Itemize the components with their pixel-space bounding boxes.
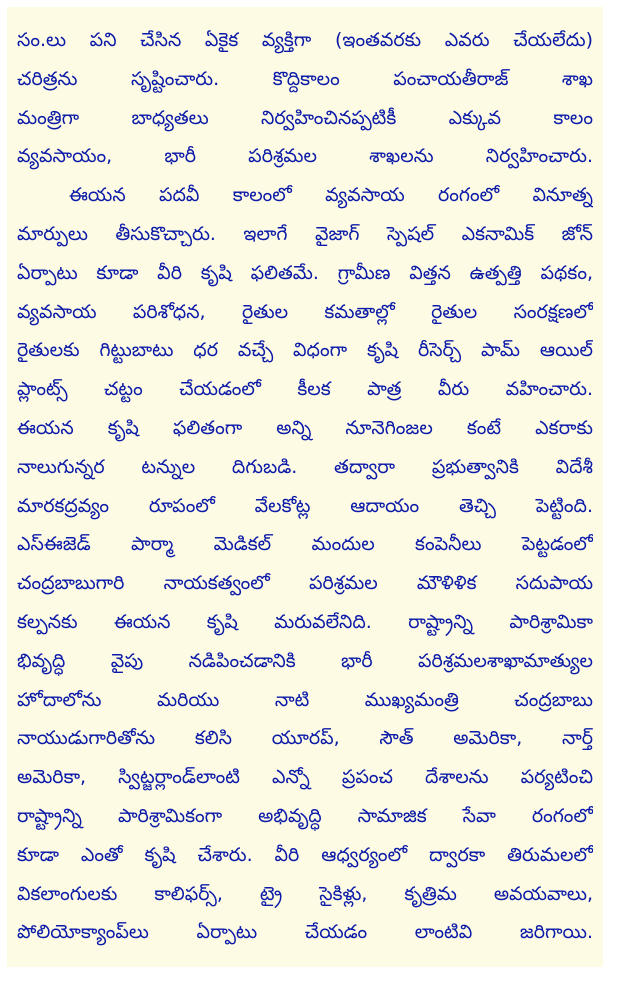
text-line: మార్పులు తీసుకొచ్చారు. ఇలాగే వైజాగ్ స్పెషల్ ఎకనామిక్ జోన్: [17, 222, 593, 245]
text-line: నాయుడుగారితోను కలిసి యూరప్, సౌత్ అమెరికా, నార్త్: [17, 727, 593, 750]
text-line: కల్పనకు ఈయన కృషి మరువలేనిది. రాష్ట్రాన్ని పారిశ్రామికా: [17, 610, 593, 633]
text-line: ప్లాంట్స్ చట్టం చేయడంలో కీలక పాత్ర వీరు వహించారు.: [17, 378, 593, 401]
paragraph-first-line: ఈయన పదవీ కాలంలో వ్యవసాయ రంగంలో వినూత్న: [69, 184, 593, 207]
text-line: వికలాంగులకు కాలిఫర్స్, ట్రై సైకిళ్లు, కృత్రిమ అవయవాలు,: [17, 882, 593, 905]
text-line: చంద్రబాబుగారి నాయకత్వంలో పరిశ్రమల మౌళిళిక సదుపాయ: [17, 572, 593, 595]
text-line: మారకద్రవ్యం రూపంలో వేలకోట్ల ఆదాయం తెచ్చి పెట్టింది.: [17, 494, 593, 517]
text-line: పోలియోక్యాంప్‌లు ఏర్పాటు చేయడం లాంటివి జరిగాయి.: [17, 921, 593, 944]
text-line: హోదాలోను మరియు నాటి ముఖ్యమంత్రి చంద్రబాబు: [17, 688, 593, 711]
text-line: వ్యవసాయం, భారీ పరిశ్రమల శాఖలను నిర్వహించారు.: [17, 145, 593, 168]
text-line: వ్యవసాయ పరిశోధన, రైతుల కమతాల్లో రైతుల సంరక్షణలో: [17, 300, 593, 323]
text-line: నాలుగున్నర టన్నుల దిగుబడి. తద్వారా ప్రభుత్వానికి విదేశీ: [17, 455, 593, 478]
text-line: అమెరికా, స్విట్జర్లాండ్‌లాంటి ఎన్నో ప్రపంచ దేశాలను పర్యటించి: [17, 766, 593, 789]
text-line: ఏర్పాటు కూడా వీరి కృషి ఫలితమే. గ్రామీణ విత్తన ఉత్పత్తి పథకం,: [17, 261, 593, 284]
article-body: [17, 21, 593, 952]
text-line: కూడా ఎంతో కృషి చేశారు. వీరి ఆధ్వర్యంలో ద్వారకా తిరుమలలో: [17, 843, 593, 866]
text-line: సం.లు పని చేసిన ఏకైక వ్యక్తిగా (ఇంతవరకు ఎవరు చేయలేదు): [17, 29, 593, 51]
document-page: [7, 7, 603, 967]
text-line: చరిత్రను సృష్టించారు. కొద్దికాలం పంచాయతీరాజ్ శాఖ: [17, 67, 593, 90]
text-line: భివృద్ధి వైపు నడిపించడానికి భారీ పరిశ్రమలశాఖామాత్యుల: [17, 649, 593, 672]
text-line: మంత్రిగా బాధ్యతలు నిర్వహించినప్పటికీ ఎక్కువ కాలం: [17, 106, 593, 129]
text-line: రైతులకు గిట్టుబాటు ధర వచ్చే విధంగా కృషి రీసెర్చ్ పామ్ ఆయిల్: [17, 339, 593, 362]
text-line: ఎస్ఈజెడ్ పార్మా మెడికల్ మందుల కంపెనీలు పెట్టడంలో: [17, 533, 593, 556]
text-line: ఈయన కృషి ఫలితంగా అన్ని నూనెగింజల కంటే ఎకరాకు: [17, 416, 593, 439]
text-line: రాష్ట్రాన్ని పారిశ్రామికంగా అభివృద్ధి సామాజిక సేవా రంగంలో: [17, 804, 593, 827]
